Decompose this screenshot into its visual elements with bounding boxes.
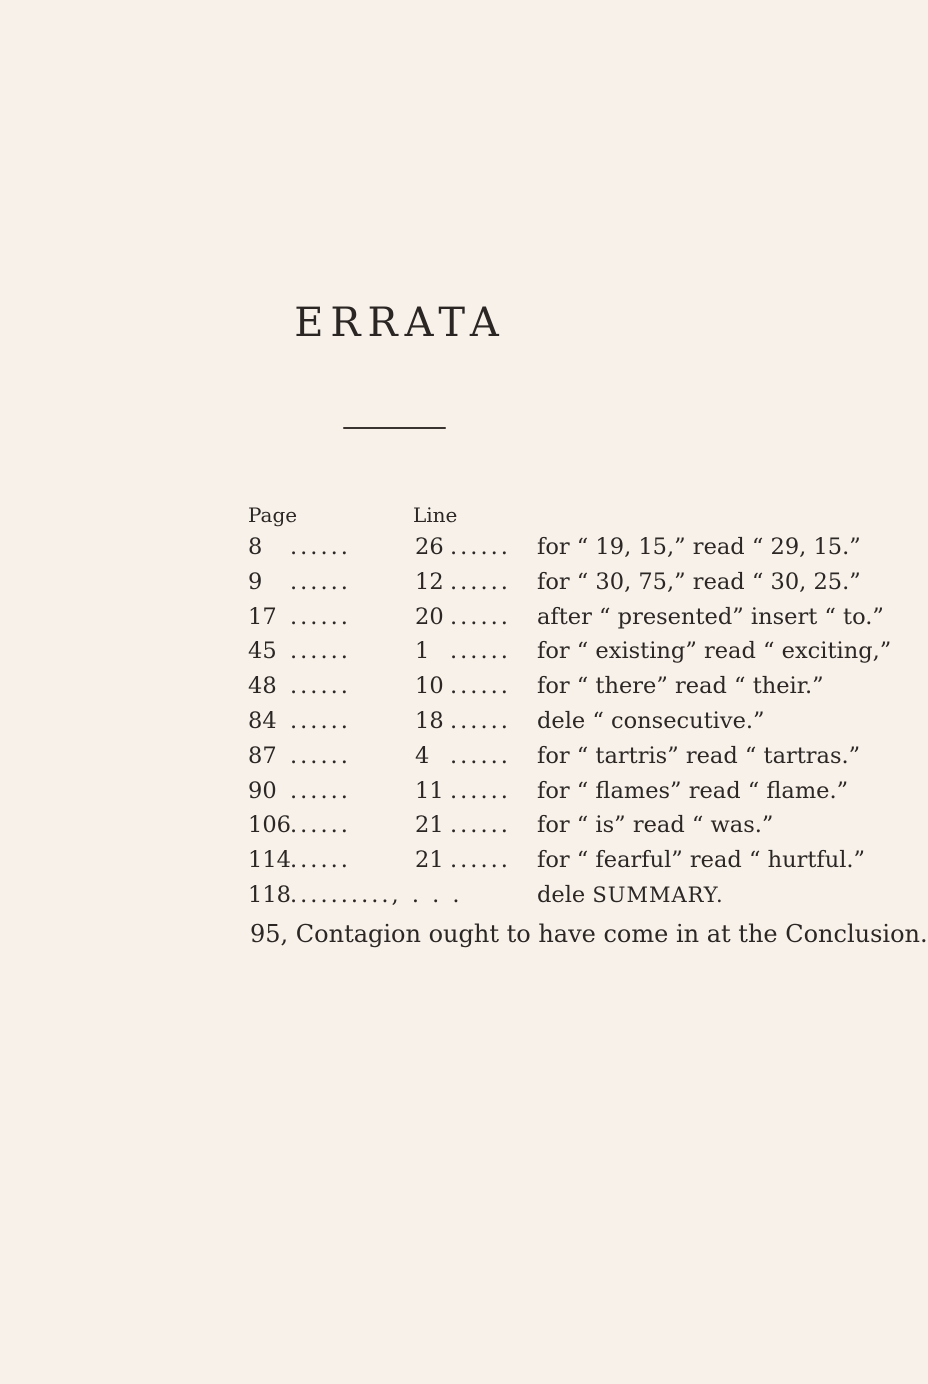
- errata-entry: [0, 634, 892, 669]
- leader-dots: ......: [290, 777, 351, 804]
- leader-dots: ......: [450, 638, 511, 665]
- leader-dots: ......: [450, 847, 511, 874]
- leader-dots: ......: [450, 812, 511, 839]
- entry-correction-smallcaps: SUMMARY.: [592, 882, 724, 907]
- entry-correction-prefix: dele: [537, 881, 593, 908]
- leader-dots: ......: [450, 707, 511, 734]
- leader-dots: ......: [290, 742, 351, 769]
- leader-dots: ......: [450, 603, 511, 630]
- entry-correction: [537, 878, 724, 913]
- entry-page: 106: [248, 812, 291, 839]
- entry-page: 84: [248, 707, 277, 734]
- title-rule: [343, 427, 446, 429]
- errata-entry: [0, 600, 884, 635]
- leader-dots: ......: [290, 568, 351, 595]
- errata-entry: [0, 808, 800, 843]
- entry-line: 10: [415, 673, 444, 700]
- entry-line: 4: [415, 742, 430, 769]
- entry-page: 114: [248, 847, 291, 874]
- entry-line: 21: [415, 847, 444, 874]
- entry-line: 11: [415, 777, 444, 804]
- entry-page: 9: [248, 568, 263, 595]
- entry-correction: for “ fearful” read “ hurtful.”: [537, 847, 866, 874]
- leader-dots: ......: [450, 568, 511, 595]
- errata-entry: [0, 843, 866, 878]
- errata-entry: [0, 704, 800, 739]
- entry-correction: dele “ consecutive.”: [537, 707, 765, 734]
- entry-correction: after “ presented” insert “ to.”: [537, 603, 884, 630]
- entry-page: 8: [248, 534, 263, 560]
- leader-dots: ......: [290, 638, 351, 665]
- leader-dots: ......: [290, 534, 351, 560]
- leader-dots: ......: [290, 673, 351, 700]
- leader-dots: ......: [450, 742, 511, 769]
- line-column-header: Line: [413, 503, 458, 527]
- entry-line: 20: [415, 603, 444, 630]
- entry-correction: for “ tartris” read “ tartras.”: [537, 742, 861, 769]
- entry-line: 21: [415, 812, 444, 839]
- entry-page: 48: [248, 673, 277, 700]
- errata-entry: [0, 669, 824, 704]
- entry-page: 17: [248, 603, 277, 630]
- entry-correction: for “ there” read “ their.”: [537, 673, 824, 700]
- entry-correction: for “ is” read “ was.”: [537, 812, 774, 839]
- entry-page: 87: [248, 742, 277, 769]
- entry-correction: for “ existing” read “ exciting,”: [537, 638, 892, 665]
- entry-line: 26: [415, 534, 444, 560]
- leader-dots: ......: [450, 777, 511, 804]
- errata-entry: [0, 878, 800, 913]
- errata-list: [0, 530, 892, 913]
- entry-correction: for “ 19, 15,” read “ 29, 15.”: [537, 534, 861, 560]
- page-title: ERRATA: [294, 300, 506, 346]
- entry-line: 12: [415, 568, 444, 595]
- entry-page: 90: [248, 777, 277, 804]
- page-column-header: Page: [248, 503, 298, 527]
- entry-line: 1: [415, 638, 430, 665]
- errata-entry: [0, 565, 861, 600]
- errata-entry: [0, 774, 849, 809]
- column-headers: [0, 503, 800, 527]
- leader-dots: .........., . . .: [290, 881, 463, 908]
- leader-dots: ......: [290, 847, 351, 874]
- leader-dots: ......: [450, 534, 511, 560]
- leader-dots: ......: [450, 673, 511, 700]
- errata-entry: [0, 530, 861, 565]
- leader-dots: ......: [290, 603, 351, 630]
- leader-dots: ......: [290, 812, 351, 839]
- errata-entry: [0, 739, 861, 774]
- entry-page: 45: [248, 638, 277, 665]
- footnote: 95, Contagion ought to have come in at the Conclusion.: [250, 920, 928, 948]
- entry-page: 118: [248, 881, 291, 908]
- leader-dots: ......: [290, 707, 351, 734]
- entry-line: 18: [415, 707, 444, 734]
- entry-correction: for “ 30, 75,” read “ 30, 25.”: [537, 568, 861, 595]
- entry-correction: for “ flames” read “ flame.”: [537, 777, 849, 804]
